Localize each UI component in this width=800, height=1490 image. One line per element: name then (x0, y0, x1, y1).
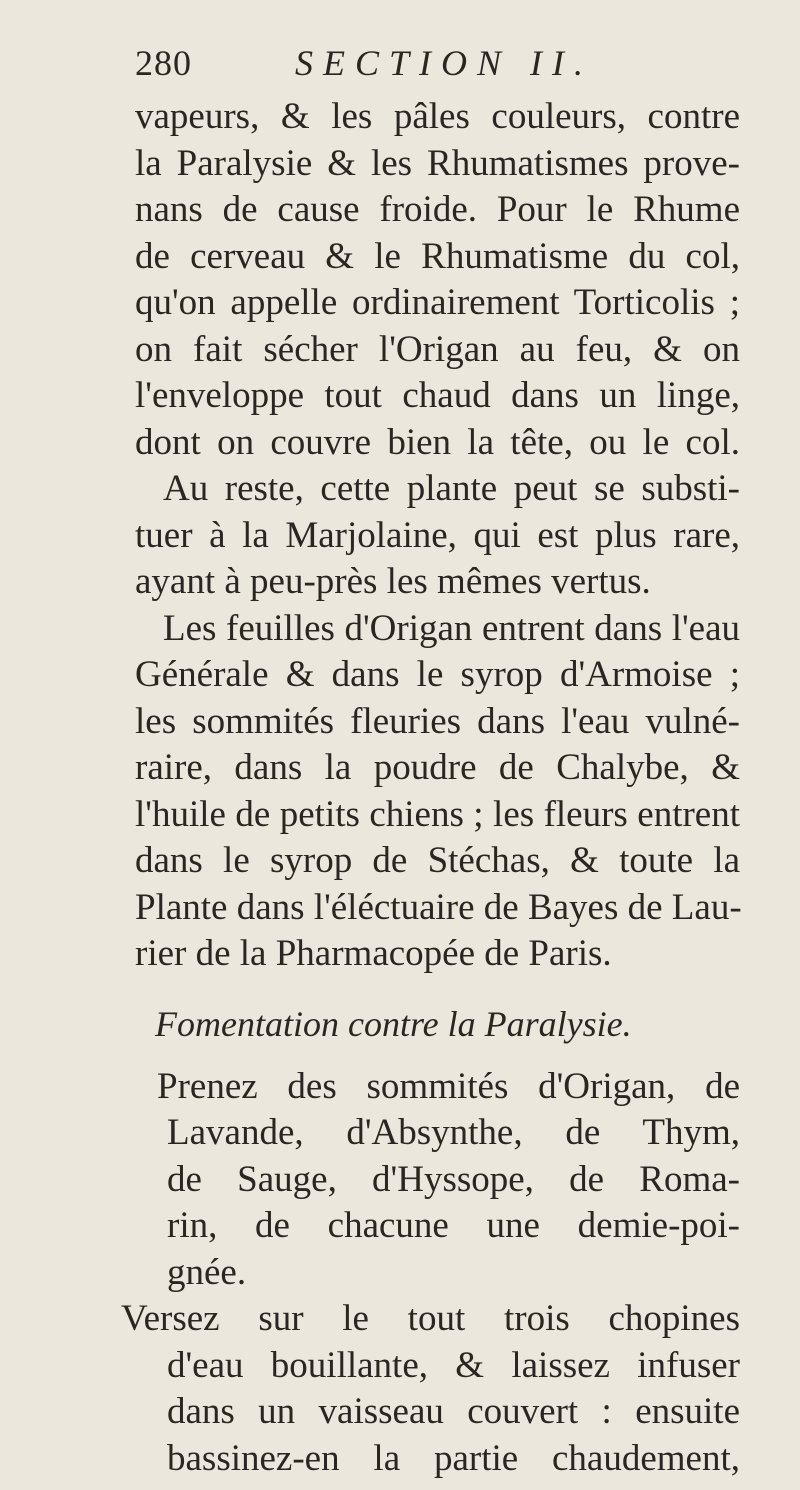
text-line: qu'on appelle ordinairement Torticolis ; (135, 282, 740, 323)
text-line: Au reste, cette plante peut se substi- (163, 468, 740, 509)
text-line: l'enveloppe tout chaud dans un linge, (135, 375, 740, 416)
body-text (135, 94, 740, 978)
text-line: d'eau bouillante, & laissez infuser (167, 1344, 740, 1386)
text-line: Plante dans l'éléctuaire de Bayes de Lau- (135, 886, 742, 928)
text-line: tuer à la Marjolaine, qui est plus rare, (135, 514, 740, 556)
text-line: Générale & dans le syrop d'Armoise ; (135, 654, 740, 695)
text-line: Prenez des sommités d'Origan, de (157, 1065, 740, 1107)
text-line: ayant à peu-près les mêmes vertus. (135, 561, 651, 602)
text-line: l'huile de petits chiens ; les fleurs entrent (135, 793, 740, 835)
text-line: la Paralysie & les Rhumatismes prove- (135, 142, 740, 184)
text-line: dont on couvre bien la tête, ou le col. (135, 421, 740, 463)
text-line: nans de cause froide. Pour le Rhume (135, 189, 740, 230)
text-line: de Sauge, d'Hyssope, de Roma- (167, 1158, 740, 1200)
page-number: 280 (135, 43, 192, 83)
text-line: Versez sur le tout trois chopines (121, 1298, 740, 1339)
text-line: gnée. (167, 1251, 247, 1293)
text-line: on fait sécher l'Origan au feu, & on (135, 328, 740, 370)
text-line: Lavande, d'Absynthe, de Thym, (167, 1112, 740, 1153)
text-line: Les feuilles d'Origan entrent dans l'eau (163, 607, 740, 649)
text-line: rier de la Pharmacopée de Paris. (135, 933, 612, 974)
text-line: vapeurs, & les pâles couleurs, contre (135, 96, 740, 137)
text-line: les sommités fleuries dans l'eau vulné- (135, 700, 740, 742)
running-head: SECTION II. (295, 43, 593, 83)
text-line: dans le syrop de Stéchas, & toute la (135, 840, 740, 881)
text-line: raire, dans la poudre de Chalybe, & (135, 747, 740, 788)
text-line: bassinez-en la partie chaudement, (167, 1437, 740, 1479)
text-line: de cerveau & le Rhumatisme du col, (135, 235, 740, 277)
text-line: rin, de chacune une demie-poi- (167, 1205, 740, 1246)
recipe-text (121, 1064, 740, 1483)
recipe-title: Fomentation contre la Paralysie. (155, 1003, 632, 1044)
page-header (135, 42, 740, 94)
text-line: dans un vaisseau couvert : ensuite (167, 1391, 740, 1432)
